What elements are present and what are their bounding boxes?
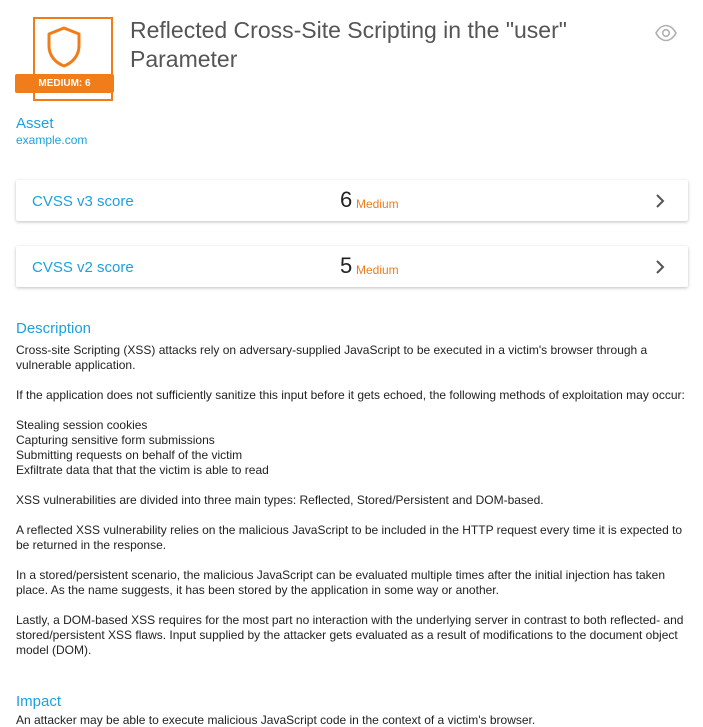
cvss-v3-severity: Medium [356, 197, 399, 211]
chevron-right-icon[interactable] [653, 193, 667, 209]
list-item: Exfiltrate data that that the victim is able to read [16, 463, 269, 477]
description-paragraph: XSS vulnerabilities are divided into three main types: Reflected, Stored/Persistent and DOM-based. [16, 493, 544, 507]
cvss-v2-label: CVSS v2 score [32, 259, 134, 276]
cvss-v2-card[interactable] [16, 246, 688, 287]
description-paragraph: In a stored/persistent scenario, the malicious JavaScript can be evaluated multiple times after the initial injection has taken place. As the name suggests, it has been stored by the application in some way or another. [16, 568, 666, 597]
description-paragraph: If the application does not sufficiently sanitize this input before it gets echoed, the following methods of exploitation may occur: [16, 388, 685, 402]
shield-icon [46, 25, 82, 69]
list-item: Stealing session cookies [16, 418, 148, 432]
cvss-v3-label: CVSS v3 score [32, 193, 134, 210]
description-body [16, 343, 692, 673]
chevron-right-icon[interactable] [653, 259, 667, 275]
cvss-v2-value: 5 [340, 253, 353, 278]
description-paragraph: Lastly, a DOM-based XSS requires for the most part no interaction with the underlying server in contrast to both reflected- and stored/persistent XSS flaws. Input supplied by the attacker gets evaluated as a result of modifications to the document object model (DOM). [16, 613, 684, 657]
asset-link[interactable]: example.com [16, 133, 88, 147]
page-title: Reflected Cross-Site Scripting in the "user" Parameter [130, 17, 567, 72]
eye-icon[interactable] [655, 24, 677, 42]
list-item: Submitting requests on behalf of the victim [16, 448, 243, 462]
description-heading: Description [16, 320, 92, 337]
cvss-v3-card[interactable] [16, 180, 688, 221]
severity-badge [15, 15, 114, 103]
asset-heading: Asset [16, 115, 54, 132]
cvss-v3-value: 6 [340, 187, 353, 212]
impact-text: An attacker may be able to execute malicious JavaScript code in the context of a victim's browser. [16, 713, 536, 727]
description-paragraph: A reflected XSS vulnerability relies on the malicious JavaScript to be included in the HTTP request every time it is expected to be returned in the response. [16, 523, 683, 552]
exploitation-methods-list [16, 418, 692, 478]
description-paragraph: Cross-site Scripting (XSS) attacks rely on adversary-supplied JavaScript to be executed in a victim's browser through a vulnerable application. [16, 343, 648, 372]
impact-heading: Impact [16, 693, 62, 710]
cvss-v2-severity: Medium [356, 263, 399, 277]
list-item: Capturing sensitive form submissions [16, 433, 215, 447]
severity-badge-label: MEDIUM: 6 [15, 74, 114, 93]
